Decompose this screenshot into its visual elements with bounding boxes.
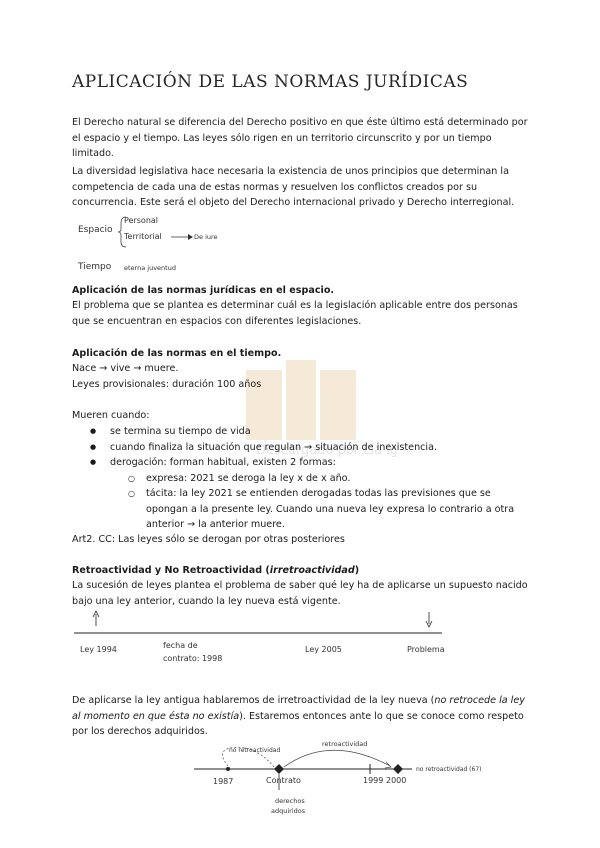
space-heading: Aplicación de las normas jurídicas en el espacio. (72, 285, 335, 296)
watermark-text: Descargado por Lia ig (256, 443, 396, 458)
personal-label: Personal (124, 216, 159, 225)
sublist-item: ○ expresa: 2021 se deroga la ley x de x año. (110, 471, 532, 487)
time-line-1: Nace → vive → muere. (72, 363, 179, 374)
space-paragraph: El problema que se plantea es determinar cuál es la legislación aplicable entre dos personas que se encuentran en espacios con diferentes legislaciones. (72, 300, 518, 327)
point-1987 (226, 767, 230, 771)
intro-paragraph: El Derecho natural se diferencia del Derecho positivo en que éste último está determinado por el espacio y el tiempo. Las leyes sólo rigen en un territorio circunscrito y por un tiempo limitado. (72, 117, 528, 159)
antigua-text-a: De aplicarse la ley antigua hablaremos de irretroactividad de la ley nueva ( (72, 695, 435, 706)
tiempo-label: Tiempo (78, 262, 112, 272)
retro-paragraph: La sucesión de leyes plantea el problema de saber qué ley ha de aplicarse un supuesto nacido bajo una ley anterior, cuando la ley nueva está vigente. (72, 580, 528, 607)
eterna-juventud-label: eterna juventud (124, 264, 176, 272)
year-1999-label: 1999 (363, 776, 384, 785)
no-retro-ley-label: no retroactividad (67) (416, 766, 482, 773)
fecha-de-label: fecha de (163, 641, 198, 650)
page-title: APLICACIÓN DE LAS NORMAS JURÍDICAS (72, 72, 469, 92)
contrato-label: Contrato (266, 776, 301, 785)
derogacion-sublist (110, 471, 532, 533)
ley-1994-label: Ley 1994 (80, 645, 117, 654)
retro-heading-a: Retroactividad y No Retroactividad ( (72, 565, 270, 576)
retro-curve (284, 750, 390, 767)
retro-heading-b: ) (354, 565, 360, 576)
contrato-1998-label: contrato: 1998 (163, 654, 223, 663)
retro-label: retroactividad (322, 740, 368, 748)
point-2000 (393, 764, 403, 774)
list-item (72, 455, 532, 533)
mueren-label: Mueren cuando: (72, 410, 150, 421)
mueren-list (72, 424, 532, 533)
ley-2005-label: Ley 2005 (305, 645, 342, 654)
list-item: ● se termina su tiempo de vida (72, 424, 532, 440)
de-iure-label: De iure (194, 233, 218, 241)
year-1987-label: 1987 (213, 777, 234, 786)
list-item-text: derogación: forman habitual, existen 2 formas: (110, 457, 336, 468)
retro-heading-italic: irretroactividad (269, 565, 355, 576)
art2-line: Art2. CC: Las leyes sólo se derogan por otras posteriores (72, 534, 345, 545)
year-2000-label: 2000 (386, 776, 407, 785)
no-retro-label: no retroactividad (229, 747, 281, 754)
territorial-label: Territorial (124, 232, 162, 241)
time-line-2: Leyes provisionales: duración 100 años (72, 379, 262, 390)
point-contrato (274, 764, 284, 774)
time-heading: Aplicación de las normas en el tiempo. (72, 348, 282, 359)
adquiridos-label: adquiridos (271, 807, 306, 815)
problema-label: Problema (407, 645, 445, 654)
antigua-text-b: ). Estaremos entonces ante lo que se conoce como respeto por los derechos adquiridos. (72, 710, 524, 737)
antigua-paragraph (72, 693, 532, 740)
diversity-paragraph: La diversidad legislativa hace necesaria la existencia de unos principios que determinan la competencia de cada una de estas normas y resuelven los conflictos creados por su concurrencia. Este será el objeto del Derecho internacional privado y Derecho interregional. (72, 166, 515, 208)
derechos-label: derechos (275, 797, 305, 805)
list-item: ● cuando finaliza la situación que regulan → situación de inexistencia. (72, 440, 532, 456)
sublist-item: ○ tácita: la ley 2021 se entienden derogadas todas las previsiones que se opongan a la presente ley. Cuando una nueva ley expresa lo contrario a otra anterior → la anterior muere. (110, 486, 532, 533)
antigua-text-italic: no retrocede la ley al momento en que ésta no existía (72, 695, 525, 722)
retro-heading (72, 563, 532, 579)
espacio-label: Espacio (78, 225, 113, 235)
